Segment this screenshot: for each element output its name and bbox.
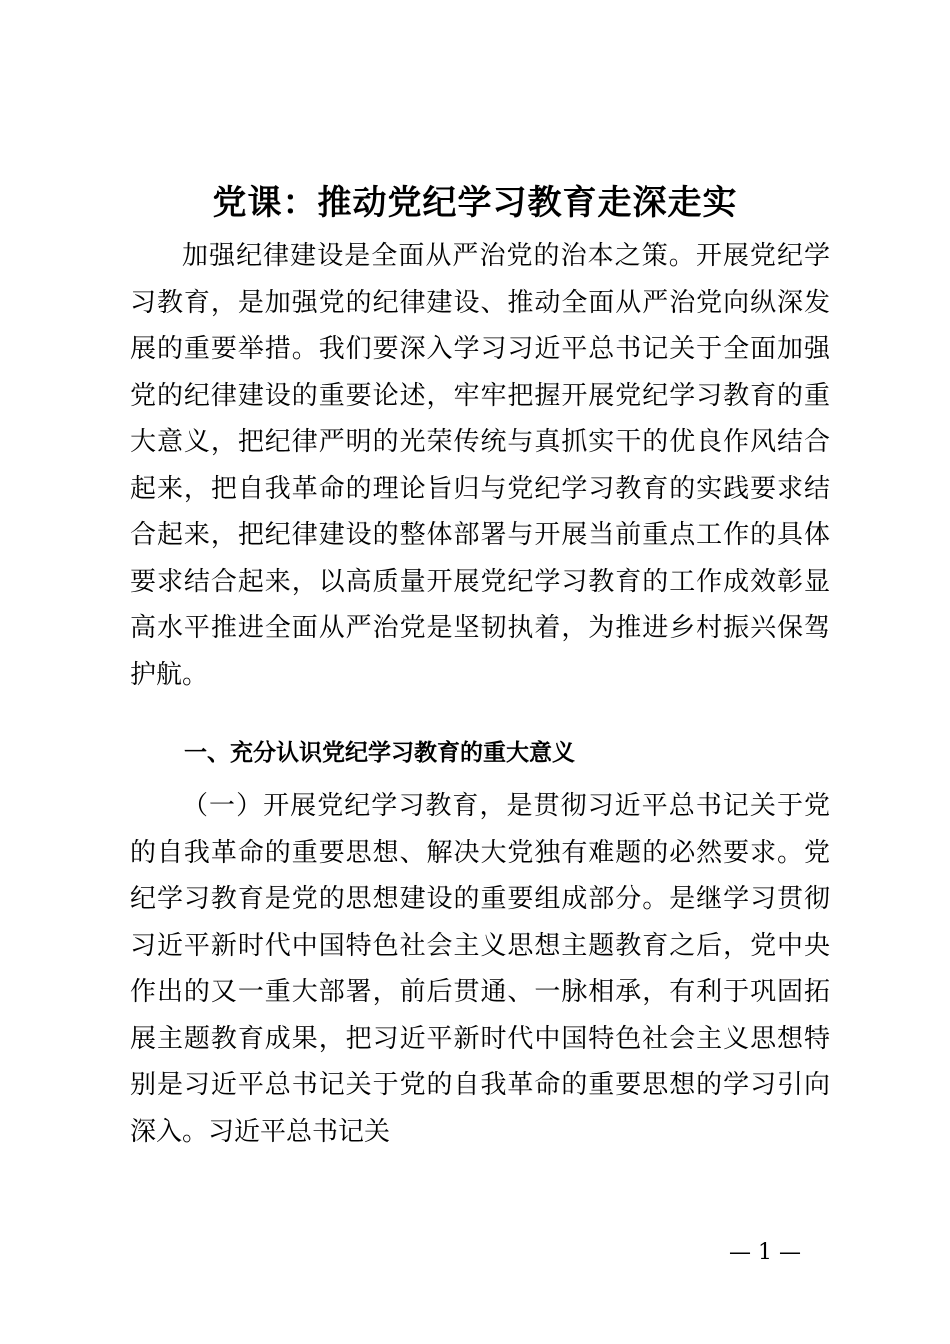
document-title: 党课：推动党纪学习教育走深走实	[212, 183, 738, 223]
intro-paragraph: 加强纪律建设是全面从严治党的治本之策。开展党纪学习教育，是加强党的纪律建设、推动全面从严治党向纵深发展的重要举措。我们要深入学习习近平总书记关于全面加强党的纪律建设的重要论述，牢牢把握开展党纪学习教育的重大意义，把纪律严明的光荣传统与真抓实干的优良作风结合起来，把自我革命的理论旨归与党纪学习教育的实践要求结合起来，把纪律建设的整体部署与开展当前重点工作的具体要求结合起来，以高质量开展党纪学习教育的工作成效彰显高水平推进全面从严治党是坚韧执着，为推进乡村振兴保驾护航。	[130, 241, 830, 690]
page-number: — 1 —	[729, 1240, 801, 1265]
section-heading: 一、充分认识党纪学习教育的重大意义	[184, 740, 575, 766]
section-paragraph: （一）开展党纪学习教育，是贯彻习近平总书记关于党的自我革命的重要思想、解决大党独有难题的必然要求。党纪学习教育是党的思想建设的重要组成部分。是继学习贯彻习近平新时代中国特色社会主义思想主题教育之后，党中央作出的又一重大部署，前后贯通、一脉相承，有利于巩固拓展主题教育成果，把习近平新时代中国特色社会主义思想特别是习近平总书记关于党的自我革命的重要思想的学习引向深入。习近平总书记关	[130, 791, 830, 1147]
